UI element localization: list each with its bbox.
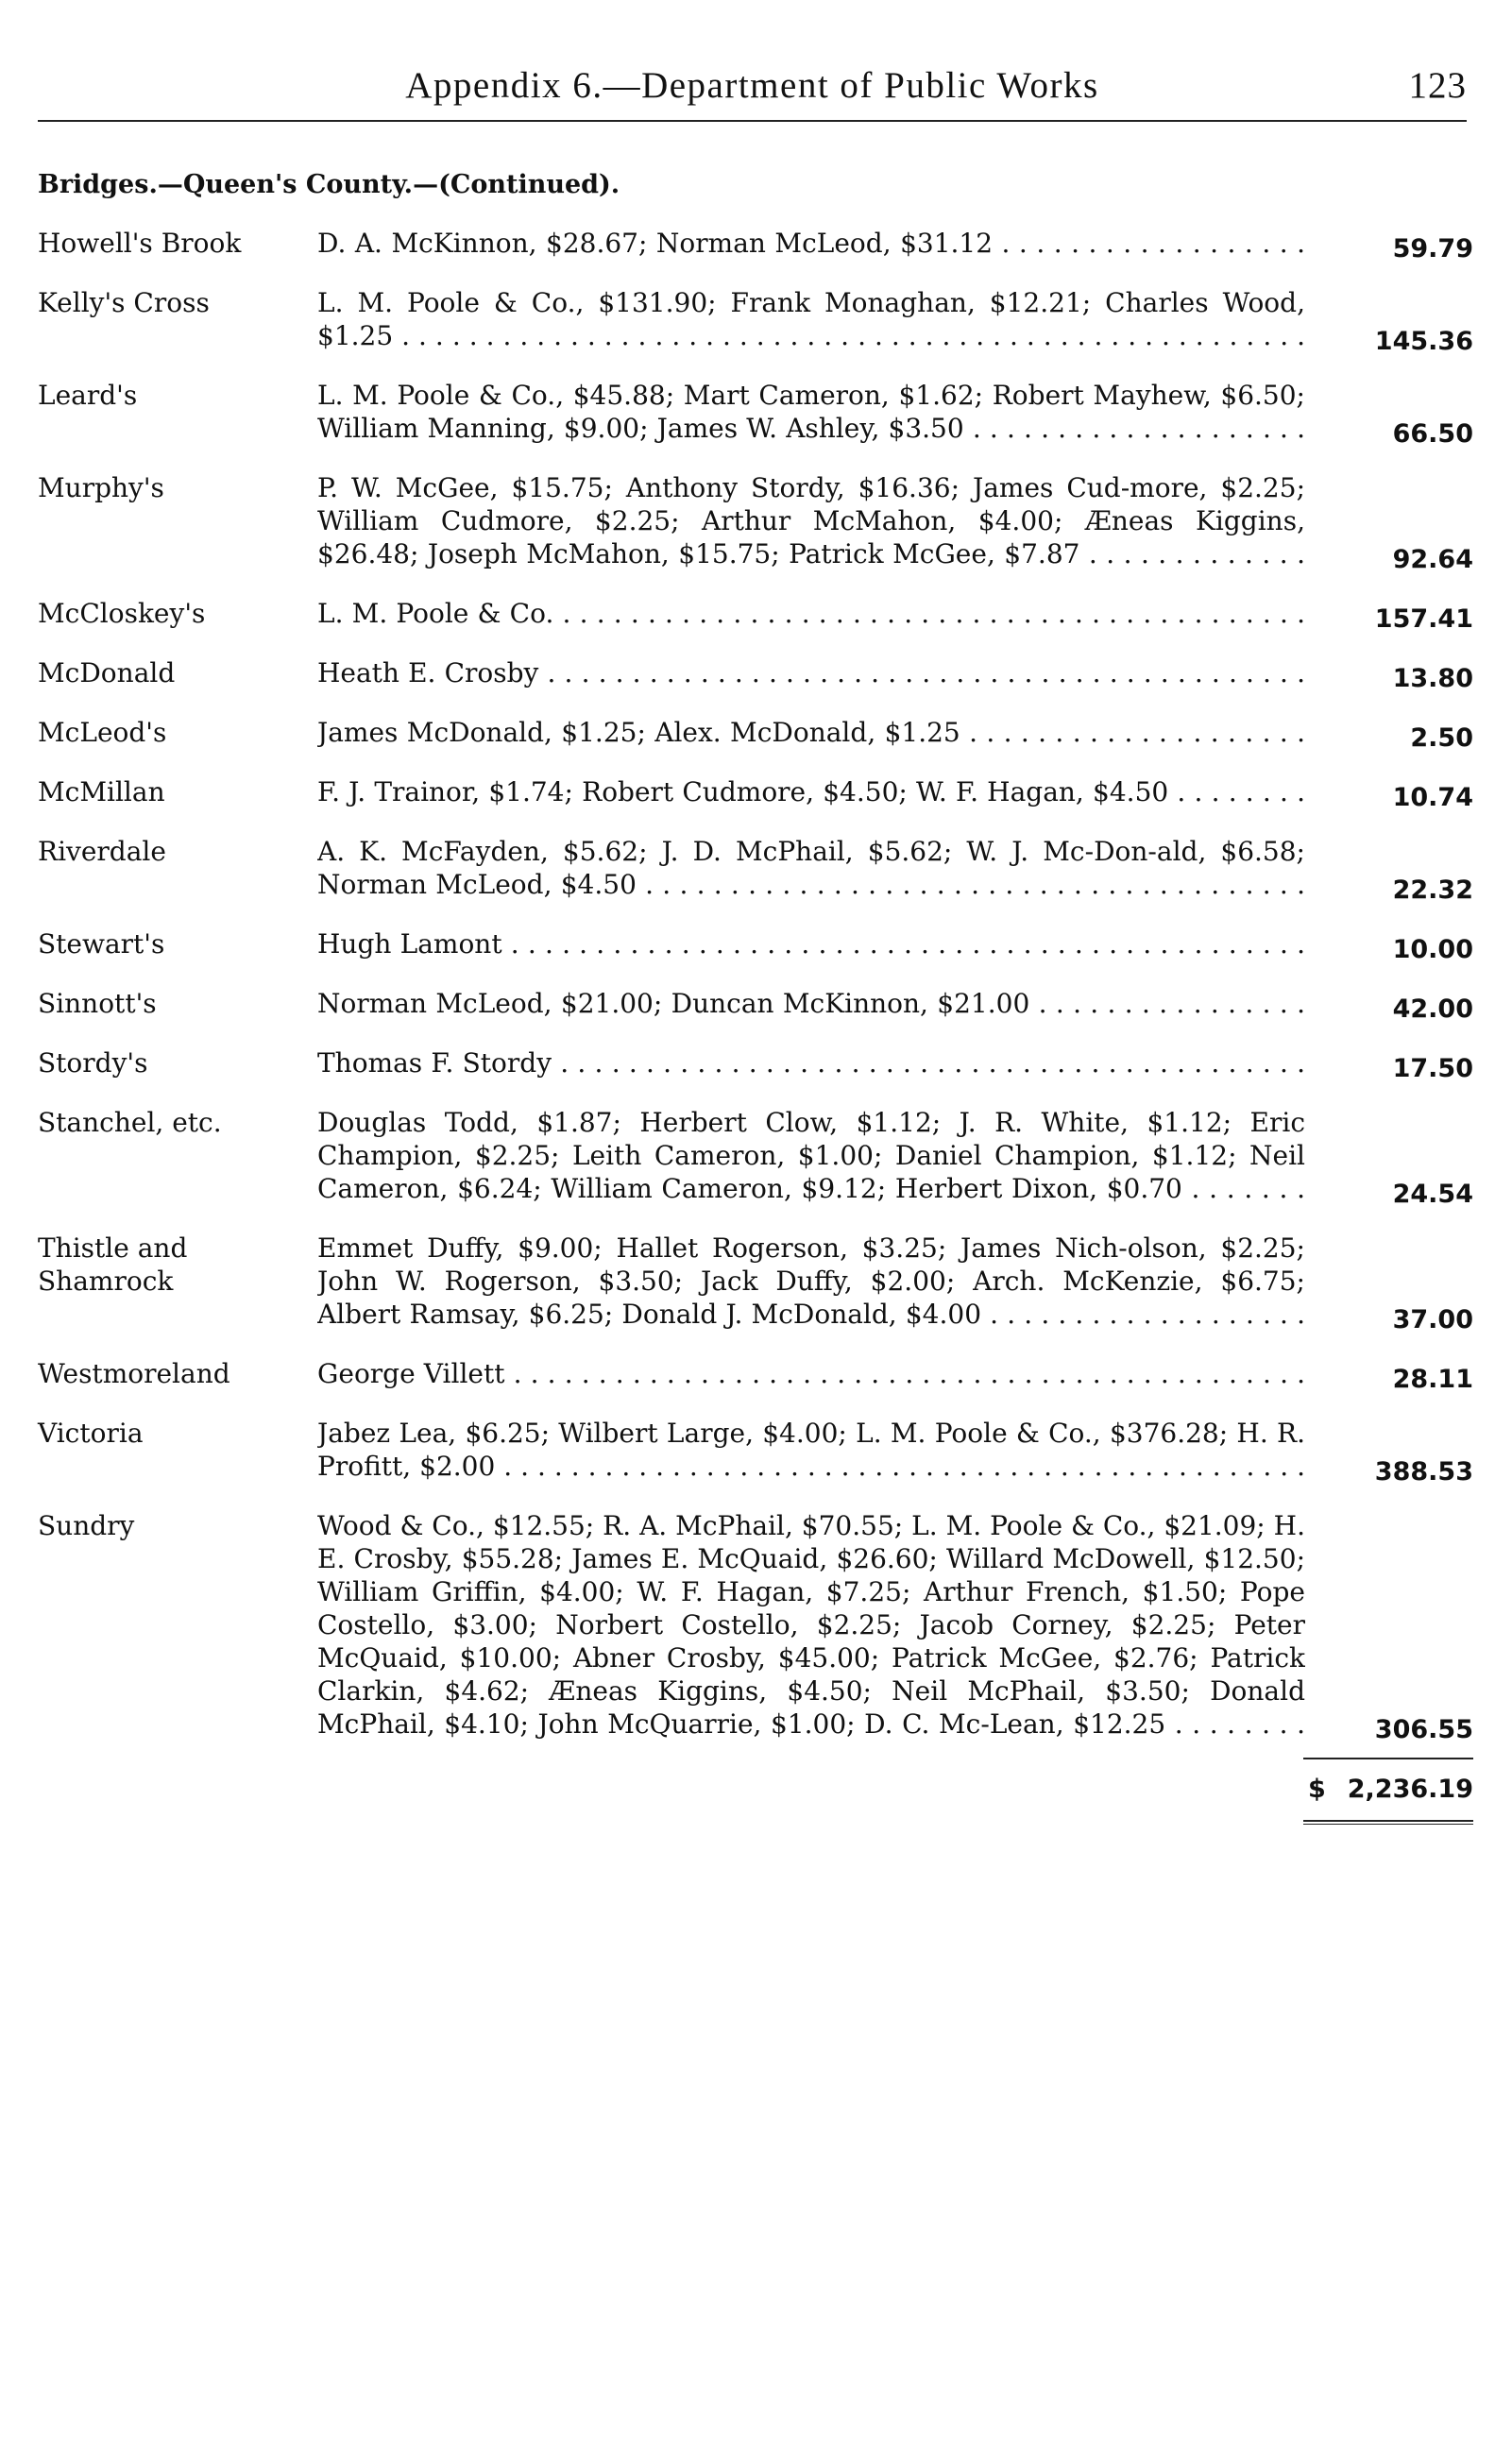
ledger-entry — [38, 1046, 1473, 1083]
bridge-name: Stanchel, etc. — [38, 1107, 222, 1138]
payees-text — [317, 227, 1305, 260]
ledger-entry — [38, 716, 1473, 753]
payees-text — [317, 835, 1305, 901]
bridge-name: Kelly's Cross — [38, 287, 210, 318]
payees-line: L. M. Poole & Co., $45.88; Mart Cameron, $1.62; Robert Mayhew, $6.50; William Manning, $9.00; James W. Ashley, $3.50 . . . — [317, 380, 1305, 445]
bridge-name: Victoria — [38, 1418, 144, 1449]
amount: 28.11 — [1392, 1365, 1473, 1394]
amount: 13.80 — [1392, 664, 1473, 693]
bridge-name: Sinnott's — [38, 988, 157, 1019]
amount: 17.50 — [1392, 1054, 1473, 1083]
amount: 22.32 — [1392, 875, 1473, 905]
payees-text — [317, 1357, 1305, 1390]
ledger-entry — [38, 1232, 1473, 1334]
payees-text — [317, 656, 1305, 689]
bridge-name: McLeod's — [38, 717, 167, 748]
ledger-entry — [38, 597, 1473, 634]
ledger-entry — [38, 379, 1473, 449]
total-double-rule-bottom — [1303, 1824, 1473, 1825]
amount: 306.55 — [1374, 1715, 1473, 1744]
payees-text — [317, 597, 1305, 630]
amount: 37.00 — [1392, 1305, 1473, 1334]
bridge-name: Stordy's — [38, 1047, 148, 1079]
payees-line: L. M. Poole & Co., $131.90; Frank Monaghan, $12.21; Charles Wood, $1.25 . . . — [317, 287, 1305, 352]
amount: 59.79 — [1392, 234, 1473, 263]
total-value: 2,236.19 — [1347, 1775, 1473, 1804]
section-heading: Bridges.—Queen's County.—(Continued). — [38, 170, 620, 199]
bridge-name: Riverdale — [38, 836, 166, 867]
page-header — [38, 59, 1467, 117]
bridge-name: McCloskey's — [38, 598, 206, 629]
total-double-rule-top — [1303, 1820, 1473, 1822]
payees-text — [317, 927, 1305, 960]
ledger-entry — [38, 1509, 1473, 1744]
amount: 388.53 — [1374, 1457, 1473, 1487]
total-top-rule — [1303, 1758, 1473, 1759]
payees-text — [317, 775, 1305, 808]
payees-text — [317, 471, 1305, 570]
payees-line: Hugh Lamont . . . — [317, 928, 1305, 960]
payees-line: Thomas F. Stordy . . . — [317, 1047, 1305, 1079]
payees-line: A. K. McFayden, $5.62; J. D. McPhail, $5.62; W. J. Mc-Don-ald, $6.58; Norman McLeod, $4.50 . . . — [317, 836, 1305, 901]
payees-text — [317, 379, 1305, 445]
amount: 66.50 — [1392, 419, 1473, 449]
payees-line: D. A. McKinnon, $28.67; Norman McLeod, $31.12 . . . — [317, 228, 1305, 260]
header-rule — [38, 120, 1467, 122]
bridge-name: Stewart's — [38, 928, 165, 960]
ledger-entry — [38, 1417, 1473, 1487]
bridge-name: McMillan — [38, 776, 165, 807]
ledger-entry — [38, 987, 1473, 1024]
amount: 10.00 — [1392, 935, 1473, 964]
payees-line: L. M. Poole & Co. . . . — [317, 598, 1305, 630]
ledger-entry — [38, 1357, 1473, 1394]
ledger-entry — [38, 656, 1473, 693]
payees-line: Heath E. Crosby . . . — [317, 657, 1305, 689]
ledger-entry — [38, 835, 1473, 905]
payees-line: P. W. McGee, $15.75; Anthony Stordy, $16.36; James Cud-more, $2.25; William Cudmore, $2.25; Arthur McMahon, $4.00; Æneas Kiggins, $26.48; Joseph McMahon, $15.75; Patrick McGee, $7.87 . . . — [317, 472, 1305, 570]
payees-line: Wood & Co., $12.55; R. A. McPhail, $70.55; L. M. Poole & Co., $21.09; H. E. Crosby, $55.28; James E. McQuaid, $26.60; Willard McDowell, $12.50; William Griffin, $4.00; W. F. Hagan, $7.25; Arthur French, $1.50; Pope Costello, $3.00; Norbert Costello, $2.25; Jacob Corney, $2.25; Peter McQuaid, $10.00; Abner Crosby, $45.00; Patrick McGee, $2.76; Patrick Clarkin, $4.62; Æneas Kiggins, $4.50; Neil McPhail, $3.50; Donald McPhail, $4.10; John McQuarrie, $1.00; D. C. Mc-Lean, $12.25 . . . — [317, 1510, 1305, 1741]
amount: 92.64 — [1392, 545, 1473, 574]
ledger-entry — [38, 227, 1473, 263]
bridge-name: McDonald — [38, 657, 176, 688]
payees-line: F. J. Trainor, $1.74; Robert Cudmore, $4.50; W. F. Hagan, $4.50 . . . — [317, 776, 1305, 808]
payees-text — [317, 1046, 1305, 1079]
payees-text — [317, 1417, 1305, 1483]
ledger-entry — [38, 471, 1473, 574]
payees-line: Norman McLeod, $21.00; Duncan McKinnon, $21.00 . . . — [317, 988, 1305, 1020]
bridge-name: Howell's Brook — [38, 228, 242, 259]
payees-text — [317, 1232, 1305, 1331]
ledger-entry — [38, 775, 1473, 812]
ledger-entry — [38, 1106, 1473, 1209]
amount: 145.36 — [1374, 327, 1473, 356]
payees-text — [317, 1106, 1305, 1205]
amount: 157.41 — [1374, 604, 1473, 634]
payees-line: James McDonald, $1.25; Alex. McDonald, $1.25 . . . — [317, 717, 1305, 749]
ledger-entry — [38, 286, 1473, 356]
amount: 2.50 — [1410, 723, 1473, 753]
bridge-name: Murphy's — [38, 472, 164, 503]
bridge-name: Leard's — [38, 380, 138, 411]
bridge-name: Thistle and Shamrock — [38, 1232, 188, 1297]
amount: 42.00 — [1392, 994, 1473, 1024]
payees-text — [317, 987, 1305, 1020]
page-number: 123 — [1408, 65, 1467, 106]
total-currency: $ — [1308, 1775, 1326, 1804]
payees-text — [317, 286, 1305, 352]
page-title: Appendix 6.—Department of Public Works — [405, 65, 1099, 106]
payees-text — [317, 716, 1305, 749]
amount: 10.74 — [1392, 783, 1473, 812]
ledger-entry — [38, 927, 1473, 964]
bridge-name: Sundry — [38, 1510, 135, 1541]
payees-line: Douglas Todd, $1.87; Herbert Clow, $1.12; J. R. White, $1.12; Eric Champion, $2.25; Leith Cameron, $1.00; Daniel Champion, $1.12; Neil Cameron, $6.24; William Cameron, $9.12; Herbert Dixon, $0.70 . . . — [317, 1107, 1305, 1205]
payees-text — [317, 1509, 1305, 1741]
entries-list — [38, 227, 1473, 1767]
amount: 24.54 — [1392, 1180, 1473, 1209]
payees-line: Emmet Duffy, $9.00; Hallet Rogerson, $3.25; James Nich-olson, $2.25; John W. Rogerson, $3.50; Jack Duffy, $2.00; Arch. McKenzie, $6.75; Albert Ramsay, $6.25; Donald J. McDonald, $4.00 . . . — [317, 1232, 1305, 1331]
payees-line: Jabez Lea, $6.25; Wilbert Large, $4.00; L. M. Poole & Co., $376.28; H. R. Profitt, $2.00 . . . — [317, 1418, 1305, 1483]
bridge-name: Westmoreland — [38, 1358, 230, 1389]
payees-line: George Villett . . . — [317, 1358, 1305, 1390]
